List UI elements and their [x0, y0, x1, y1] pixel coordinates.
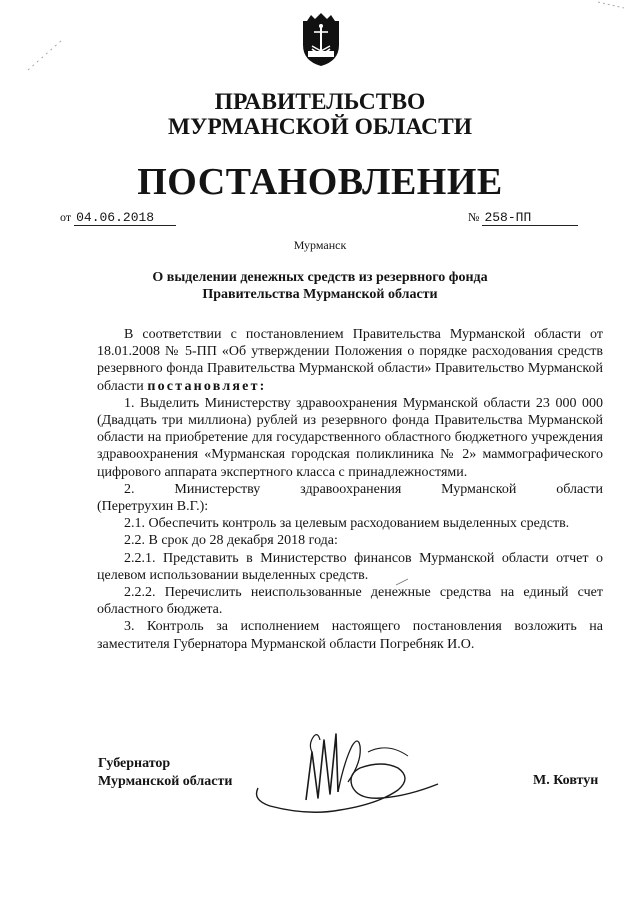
item-3: 3. Контроль за исполнением настоящего постановления возложить на заместителя Губернатора Мурманской области Погребняк И.О.: [97, 619, 603, 652]
subject-line-2: Правительства Мурманской области: [202, 287, 438, 302]
subject-line-1: О выделении денежных средств из резервного фонда: [152, 270, 488, 285]
document-body: [97, 326, 603, 653]
item-2-2-1: 2.2.1. Представить в Министерство финансов Мурманской области отчет о целевом использовании выделенных средств.: [97, 550, 603, 583]
document-type-title: ПОСТАНОВЛЕНИЕ: [137, 161, 503, 203]
item-2-2: 2.2. В срок до 28 декабря 2018 года:: [124, 533, 338, 549]
organization-title: [0, 90, 640, 140]
date-prefix: от: [60, 210, 72, 224]
coat-of-arms-icon: [299, 13, 343, 67]
number-row: [468, 210, 578, 226]
item-2-1: 2.1. Обеспечить контроль за целевым расходованием выделенных средств.: [124, 516, 570, 532]
handwritten-signature-icon: [248, 722, 463, 822]
organization-line-1: ПРАВИТЕЛЬСТВО: [214, 89, 426, 115]
resolves-word: постановляет:: [147, 378, 267, 394]
item-1: 1. Выделить Министерству здравоохранения Мурманской области 23 000 000 (Двадцать три миллиона) рублей из резервного фонда Правительства Мурманской области на приобретение для государственного областного бюджетного учреждения здравоохранения «Мурманская городская поликлиника № 2» маммографического цифрового аппарата экспертного класса с принадлежностями.: [97, 395, 603, 480]
date-row: [60, 210, 176, 226]
city: Мурманск: [293, 238, 347, 252]
signatory-name: М. Ковтун: [533, 773, 599, 788]
position-line-1: Губернатор: [98, 756, 171, 771]
item-2-continuation: (Перетрухин В.Г.):: [97, 499, 209, 515]
organization-line-2: МУРМАНСКОЙ ОБЛАСТИ: [167, 114, 473, 140]
item-2-2-2: 2.2.2. Перечислить неиспользованные денежные средства на единый счет областного бюджета.: [97, 585, 603, 618]
date-value: 04.06.2018: [74, 210, 176, 226]
item-2: 2. Министерству здравоохранения Мурманской области: [124, 481, 603, 497]
document-subject: [0, 269, 640, 303]
position-line-2: Мурманской области: [98, 774, 233, 789]
signatory-position: [98, 755, 232, 791]
number-value: 258-ПП: [482, 210, 578, 226]
preamble-paragraph: [97, 326, 603, 395]
number-prefix: №: [468, 210, 480, 224]
preamble-text: В соответствии с постановлением Правительства Мурманской области от 18.01.2008 № 5-ПП «Об утверждении Положения о порядке расходования средств резервного фонда Правительства Мурманской области» Правительство Мурманской области: [97, 327, 603, 394]
